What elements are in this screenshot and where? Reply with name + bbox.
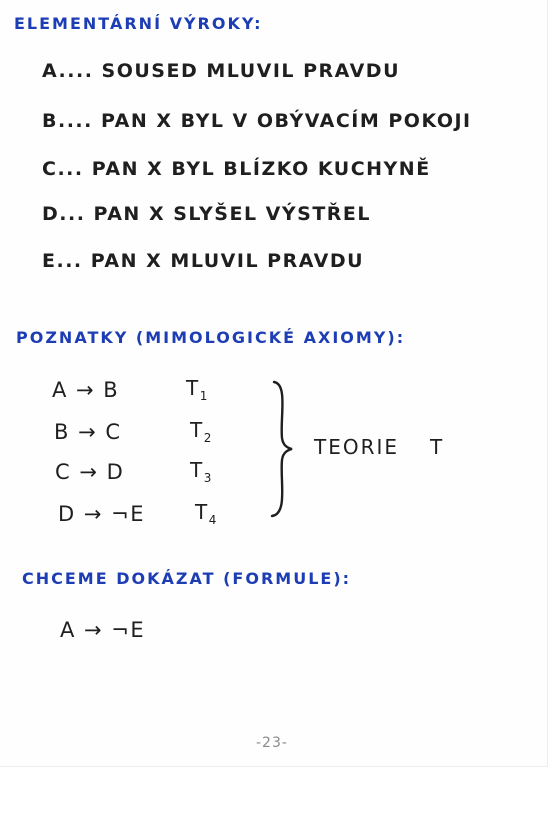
axiom-formula-1: A → B — [52, 378, 120, 402]
statement-e: E... PAN X MLUVIL PRAVDU — [42, 250, 365, 272]
heading-goal: CHCEME DOKÁZAT (FORMULE): — [22, 569, 352, 588]
statement-d: D... PAN X SLYŠEL VÝSTŘEL — [42, 203, 372, 225]
axiom-formula-4: D → ¬E — [58, 502, 145, 526]
axiom-label-1: $T_1$ — [186, 376, 209, 403]
statement-b: B.... PAN X BYL V OBÝVACÍM POKOJI — [42, 110, 472, 132]
axiom-label-2: $T_2$ — [190, 418, 213, 445]
theory-symbol: T — [430, 435, 445, 459]
statement-a: A.... SOUSED MLUVIL PRAVDU — [42, 60, 400, 82]
curly-brace-icon — [268, 378, 294, 520]
statement-c: C... PAN X BYL BLÍZKO KUCHYNĚ — [42, 158, 431, 180]
heading-elementary-statements: ELEMENTÁRNÍ VÝROKY: — [14, 14, 263, 33]
axiom-label-4: $T_4$ — [195, 500, 218, 527]
axiom-formula-2: B → C — [54, 420, 122, 444]
goal-formula: A → ¬E — [60, 618, 146, 642]
page-number: -23- — [256, 735, 288, 751]
heading-knowledge: POZNATKY (MIMOLOGICKÉ AXIOMY): — [16, 328, 406, 347]
axiom-label-3: $T_3$ — [190, 458, 213, 485]
axiom-formula-3: C → D — [55, 460, 125, 484]
theory-label: TEORIE — [314, 435, 400, 459]
